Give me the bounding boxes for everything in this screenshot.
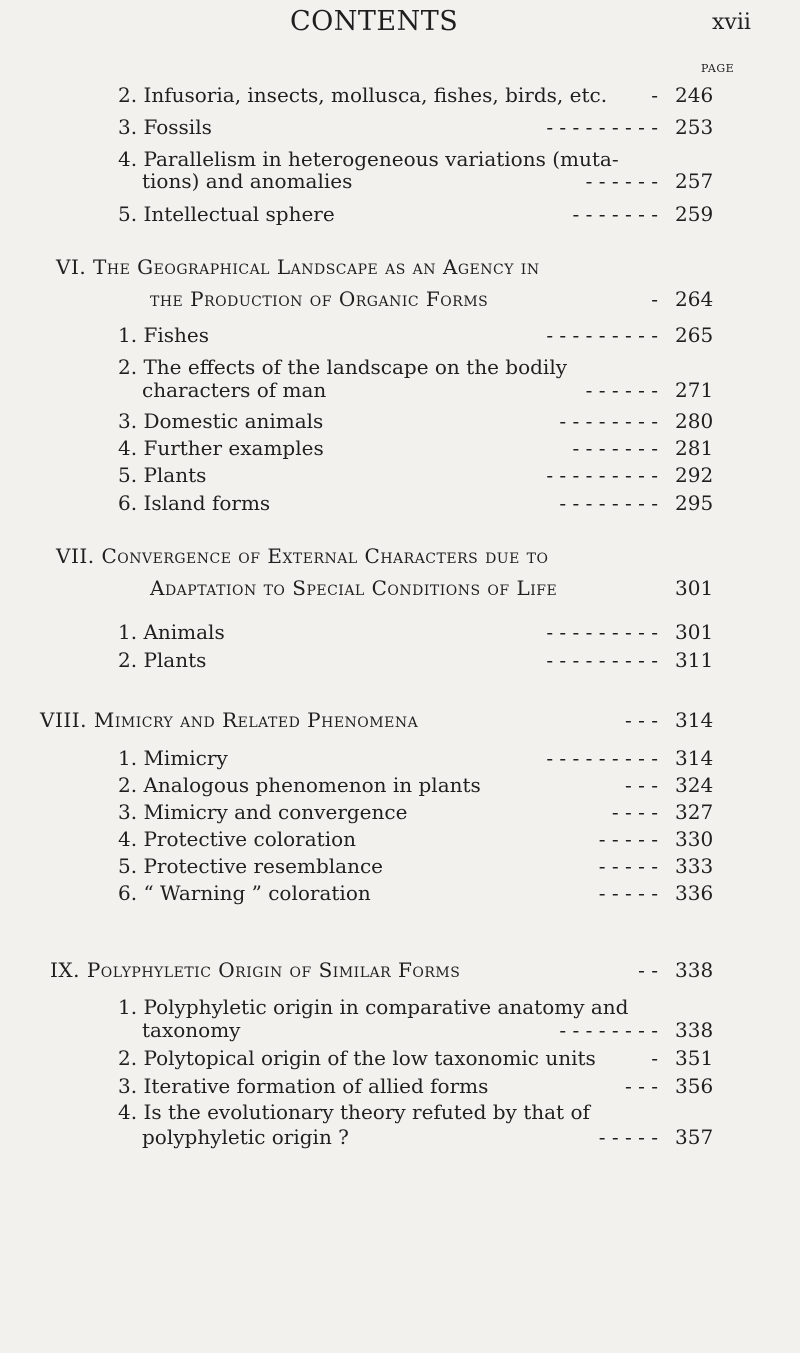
entry-page-number: 311 (675, 648, 714, 672)
leader-dots: - - - - - - - - - (546, 620, 658, 644)
leader-dots: - - - - - - - - (559, 491, 658, 515)
entry-title: 1. Mimicry (118, 746, 228, 770)
leader-dots: - - - - - (598, 827, 658, 851)
entry-title: VIII. Mimicry and Related Phenomena (40, 708, 419, 732)
entry-page-number: 333 (675, 854, 714, 878)
entry-title: 4. Protective coloration (118, 827, 357, 851)
leader-dots: - - - - (611, 800, 658, 824)
entry-title: 3. Iterative formation of allied forms (118, 1074, 489, 1098)
leader-dots: - (651, 1046, 658, 1070)
entry-page-number: 327 (675, 800, 714, 824)
leader-dots: - - - - - - (585, 169, 658, 193)
leader-dots: - - - (625, 708, 658, 732)
entry-page-number: 271 (675, 378, 714, 402)
leader-dots: - - - - - - - (572, 202, 658, 226)
leader-dots: - - - - - - - - - (546, 648, 658, 672)
entry-title: 3. Mimicry and convergence (118, 800, 408, 824)
entry-page-number: 314 (675, 708, 714, 732)
entry-title: 5. Plants (118, 463, 207, 487)
entry-page-number: 253 (675, 115, 714, 139)
entry-title: 3. Domestic animals (118, 409, 324, 433)
entry-title: 2. Infusoria, insects, mollusca, fishes, birds, etc. (118, 83, 608, 107)
leader-dots: - - - - - - - - - (546, 463, 658, 487)
entry-title: 2. Plants (118, 648, 207, 672)
entry-page-number: 292 (675, 463, 714, 487)
entry-title: 2. Analogous phenomenon in plants (118, 773, 481, 797)
leader-dots: - - - - - - - - - (546, 323, 658, 347)
entry-title: 5. Intellectual sphere (118, 202, 335, 226)
entry-page-number: 281 (675, 436, 714, 460)
leader-dots: - - - - - (598, 881, 658, 905)
leader-dots: - - - - - - - (572, 436, 658, 460)
entry-page-number: 257 (675, 169, 714, 193)
leader-dots: - - - - - (598, 854, 658, 878)
entry-title: 6. “ Warning ” coloration (118, 881, 371, 905)
entry-page-number: 265 (675, 323, 714, 347)
page-column-label: PAGE (701, 62, 735, 75)
entry-title: polyphyletic origin ? (142, 1125, 349, 1149)
leader-dots: - - - - - - - - - (546, 746, 658, 770)
entry-title: 3. Fossils (118, 115, 212, 139)
entry-page-number: 357 (675, 1125, 714, 1149)
entry-title: VI. The Geographical Landscape as an Agency in (56, 255, 540, 279)
leader-dots: - - - - - (598, 1125, 658, 1149)
entry-page-number: 351 (675, 1046, 714, 1070)
entry-title: 1. Fishes (118, 323, 209, 347)
page-number: xvii (712, 10, 751, 35)
entry-title: 6. Island forms (118, 491, 271, 515)
entry-title: tions) and anomalies (142, 169, 353, 193)
entry-title: 2. The effects of the landscape on the bodily (118, 355, 568, 379)
entry-title: 4. Parallelism in heterogeneous variations (muta- (118, 147, 619, 171)
page-title: CONTENTS (290, 6, 459, 37)
entry-page-number: 264 (675, 287, 714, 311)
entry-title: 1. Polyphyletic origin in comparative anatomy and (118, 995, 629, 1019)
entry-title: 4. Is the evolutionary theory refuted by that of (118, 1100, 590, 1124)
entry-title: 5. Protective resemblance (118, 854, 383, 878)
leader-dots: - - - - - - (585, 378, 658, 402)
leader-dots: - (651, 287, 658, 311)
entry-page-number: 301 (675, 620, 714, 644)
entry-page-number: 301 (675, 576, 714, 600)
leader-dots: - - - - - - - - (559, 409, 658, 433)
entry-page-number: 338 (675, 1018, 714, 1042)
leader-dots: - - - - - - - - - (546, 115, 658, 139)
leader-dots: - - - - - - - - (559, 1018, 658, 1042)
entry-title: taxonomy (142, 1018, 241, 1042)
entry-page-number: 280 (675, 409, 714, 433)
entry-page-number: 338 (675, 958, 714, 982)
entry-page-number: 295 (675, 491, 714, 515)
entry-page-number: 330 (675, 827, 714, 851)
entry-title: Adaptation to Special Conditions of Life (150, 576, 558, 600)
leader-dots: - - - (625, 773, 658, 797)
entry-page-number: 336 (675, 881, 714, 905)
entry-page-number: 259 (675, 202, 714, 226)
entry-page-number: 314 (675, 746, 714, 770)
entry-title: IX. Polyphyletic Origin of Similar Forms (50, 958, 461, 982)
leader-dots: - - - (625, 1074, 658, 1098)
entry-title: 1. Animals (118, 620, 225, 644)
entry-title: characters of man (142, 378, 327, 402)
entry-title: 4. Further examples (118, 436, 324, 460)
entry-title: VII. Convergence of External Characters due to (56, 544, 549, 568)
entry-title: the Production of Organic Forms (150, 287, 489, 311)
entry-page-number: 246 (675, 83, 714, 107)
entry-page-number: 324 (675, 773, 714, 797)
leader-dots: - (651, 83, 658, 107)
entry-page-number: 356 (675, 1074, 714, 1098)
entry-title: 2. Polytopical origin of the low taxonomic units (118, 1046, 596, 1070)
leader-dots: - - (638, 958, 658, 982)
